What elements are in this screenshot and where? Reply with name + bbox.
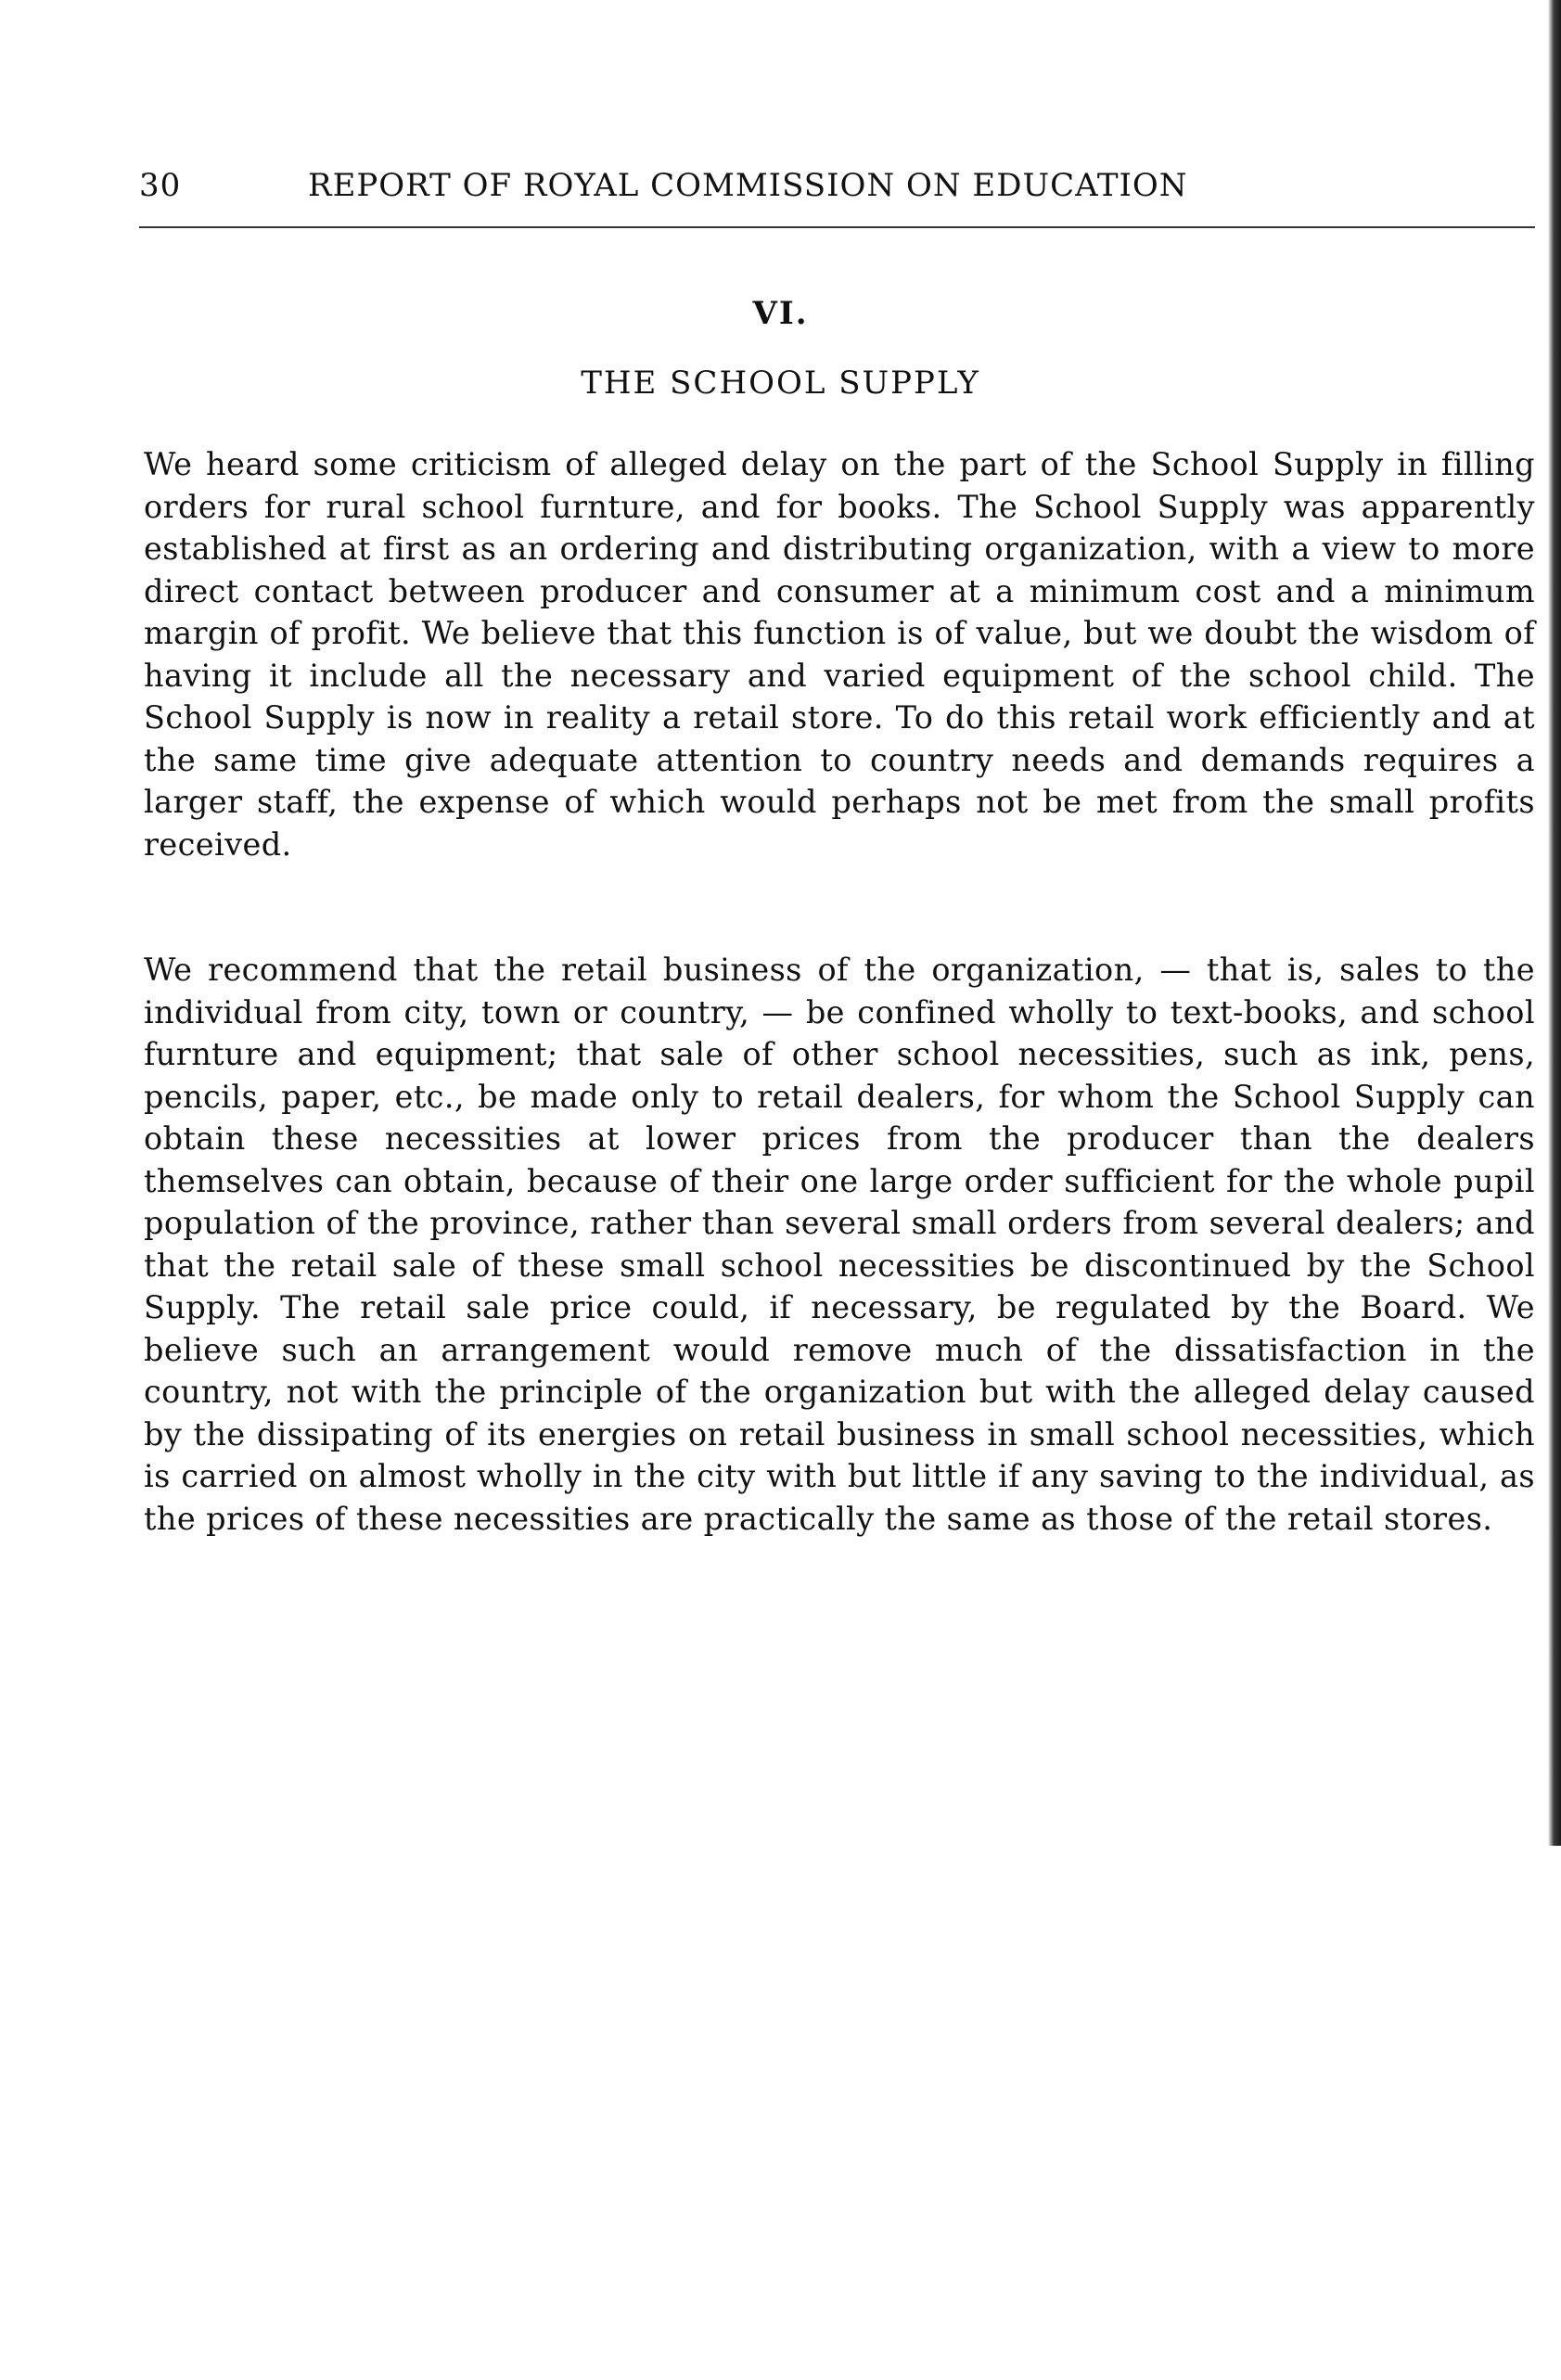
page-number: 30 [139, 167, 182, 204]
paragraph-2: We recommend that the retail business of the organization, — that is, sales to the individual from city, town or country, — be confined wholly to text-books, and school furnture and equipment; that sale of other school necessities, such as ink, pens, pencils, paper, etc., be made only to retail dealers, for whom the School Supply can obtain these necessities at lower prices from the producer than the dealers themselves can obtain, because of their one large order sufficient for the whole pupil population of the province, rather than several small orders from several dealers; and that the retail sale of these small school necessities be discontinued by the School Supply. The retail sale price could, if necessary, be regulated by the Board. We believe such an arrangement would remove much of the dissatisfaction in the country, not with the principle of the organization but with the alleged delay caused by the dissipating of its energies on retail business in small school necessities, which is carried on almost wholly in the city with but little if any saving to the individual, as the prices of these necessities are practically the same as those of the retail stores. [144, 952, 1535, 1537]
paragraph-1: We heard some criticism of alleged delay on the part of the School Supply in filling orders for rural school furnture, and for books. The School Supply was apparently established at first as an ordering and distributing organization, with a view to more direct contact between producer and consumer at a minimum cost and a minimum margin of profit. We believe that this function is of value, but we doubt the wisdom of having it include all the necessary and varied equipment of the school child. The School Supply is now in reality a retail store. To do this retail work efficiently and at the same time give adequate attention to country needs and demands requires a larger staff, the expense of which would perhaps not be met from the small profits received. [144, 446, 1535, 863]
section-title: THE SCHOOL SUPPLY [581, 365, 980, 402]
running-header [139, 167, 1530, 223]
running-header-title: REPORT OF ROYAL COMMISSION ON EDUCATION [308, 167, 1188, 204]
header-rule [139, 226, 1535, 228]
section-number: VI. [752, 295, 809, 332]
page-edge-shadow [1548, 0, 1561, 1846]
